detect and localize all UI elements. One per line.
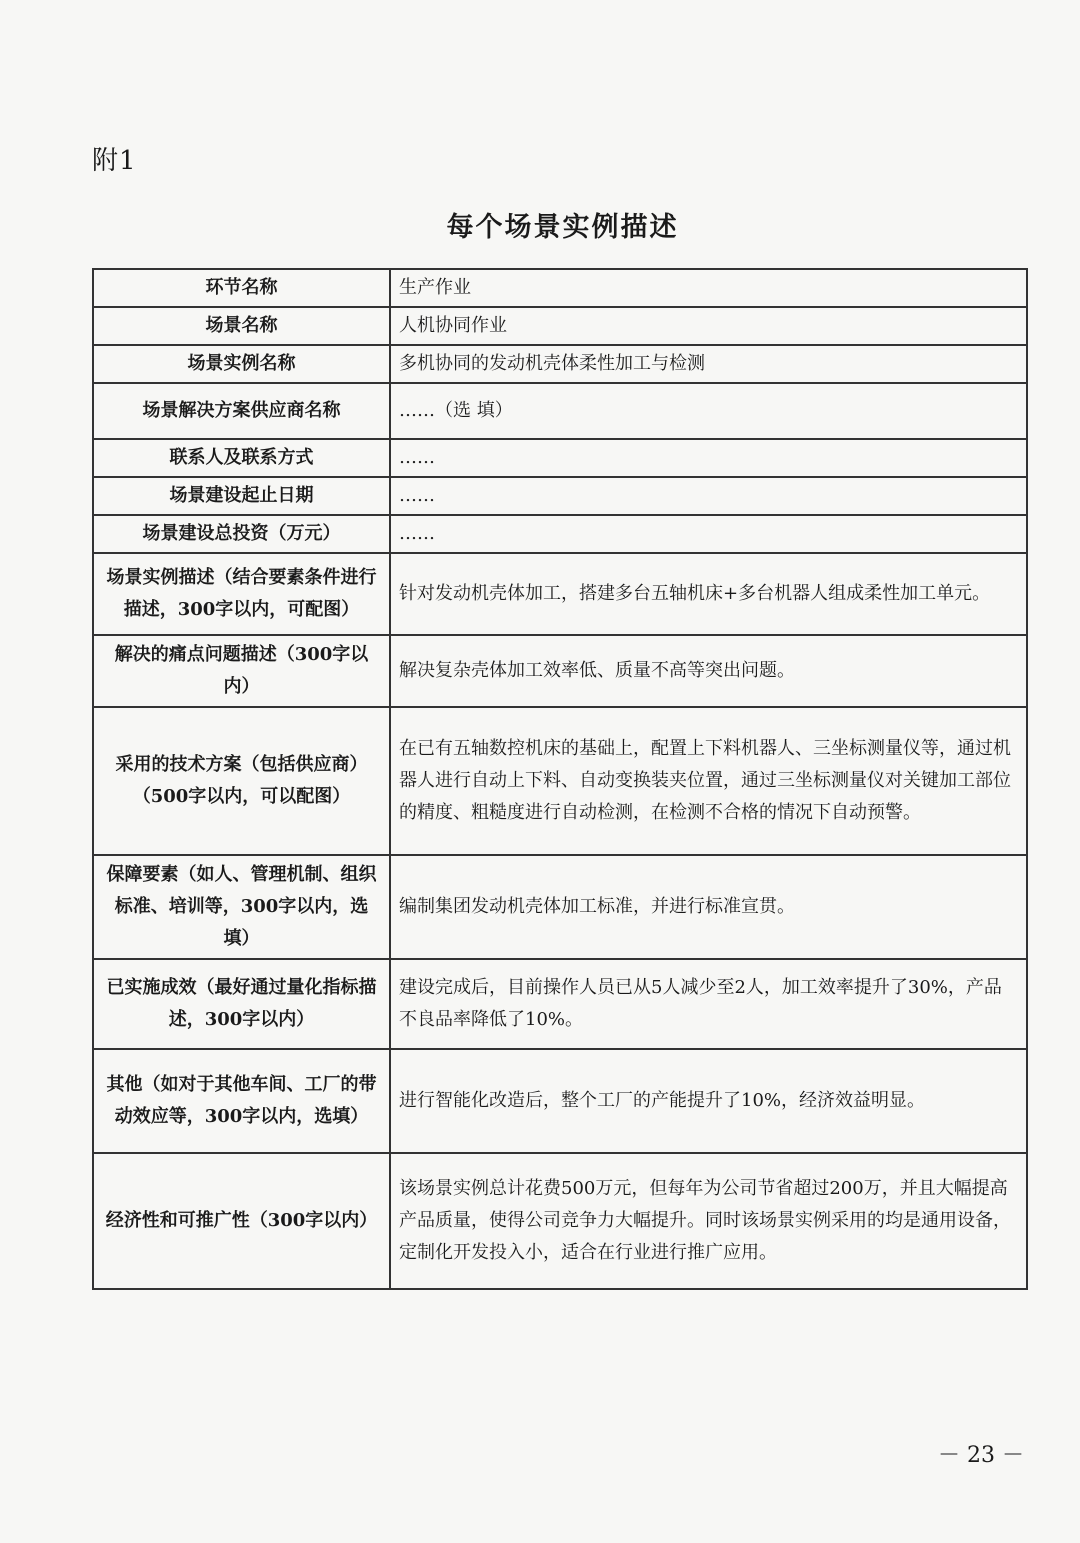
table-row [93,345,1027,383]
row-label: 其他（如对于其他车间、工厂的带动效应等，300字以内，选填） [93,1049,390,1153]
table-row [93,439,1027,477]
row-label: 场景建设总投资（万元） [93,515,390,553]
row-label: 解决的痛点问题描述（300字以内） [93,635,390,707]
row-label: 场景实例名称 [93,345,390,383]
row-label: 已实施成效（最好通过量化指标描述，300字以内） [93,959,390,1049]
row-value: …… [390,439,1027,477]
table-row [93,269,1027,307]
row-value: 解决复杂壳体加工效率低、质量不高等突出问题。 [390,635,1027,707]
row-label: 场景实例描述（结合要素条件进行描述，300字以内，可配图） [93,553,390,635]
table-row [93,707,1027,855]
row-label: 经济性和可推广性（300字以内） [93,1153,390,1289]
page-number: － 23 － [938,1443,1024,1468]
row-value: 编制集团发动机壳体加工标准，并进行标准宣贯。 [390,855,1027,959]
scenario-table [92,268,1028,1290]
row-value: 生产作业 [390,269,1027,307]
table-row [93,855,1027,959]
row-value: ……（选 填） [390,383,1027,439]
row-value: 该场景实例总计花费500万元，但每年为公司节省超过200万，并且大幅提高产品质量，使得公司竞争力大幅提升。同时该场景实例采用的均是通用设备，定制化开发投入小，适合在行业进行推广应用。 [390,1153,1027,1289]
row-value: …… [390,477,1027,515]
row-label: 场景解决方案供应商名称 [93,383,390,439]
table-row [93,1049,1027,1153]
row-value: 人机协同作业 [390,307,1027,345]
row-label: 联系人及联系方式 [93,439,390,477]
row-label: 环节名称 [93,269,390,307]
table-row [93,383,1027,439]
annex-label: 附1 [92,146,137,176]
table-row [93,553,1027,635]
row-value: 针对发动机壳体加工，搭建多台五轴机床+多台机器人组成柔性加工单元。 [390,553,1027,635]
row-value: 进行智能化改造后，整个工厂的产能提升了10%，经济效益明显。 [390,1049,1027,1153]
row-value: 建设完成后，目前操作人员已从5人减少至2人，加工效率提升了30%，产品不良品率降低了10%。 [390,959,1027,1049]
row-value: …… [390,515,1027,553]
row-value: 在已有五轴数控机床的基础上，配置上下料机器人、三坐标测量仪等，通过机器人进行自动上下料、自动变换装夹位置，通过三坐标测量仪对关键加工部位的精度、粗糙度进行自动检测，在检测不合格的情况下自动预警。 [390,707,1027,855]
table-row [93,515,1027,553]
table-row [93,959,1027,1049]
row-label: 场景建设起止日期 [93,477,390,515]
table-row [93,477,1027,515]
row-value: 多机协同的发动机壳体柔性加工与检测 [390,345,1027,383]
table-row [93,1153,1027,1289]
row-label: 保障要素（如人、管理机制、组织标准、培训等，300字以内，选填） [93,855,390,959]
table-row [93,307,1027,345]
row-label: 场景名称 [93,307,390,345]
table-row [93,635,1027,707]
page-title: 每个场景实例描述 [446,212,679,243]
row-label: 采用的技术方案（包括供应商）（500字以内，可以配图） [93,707,390,855]
